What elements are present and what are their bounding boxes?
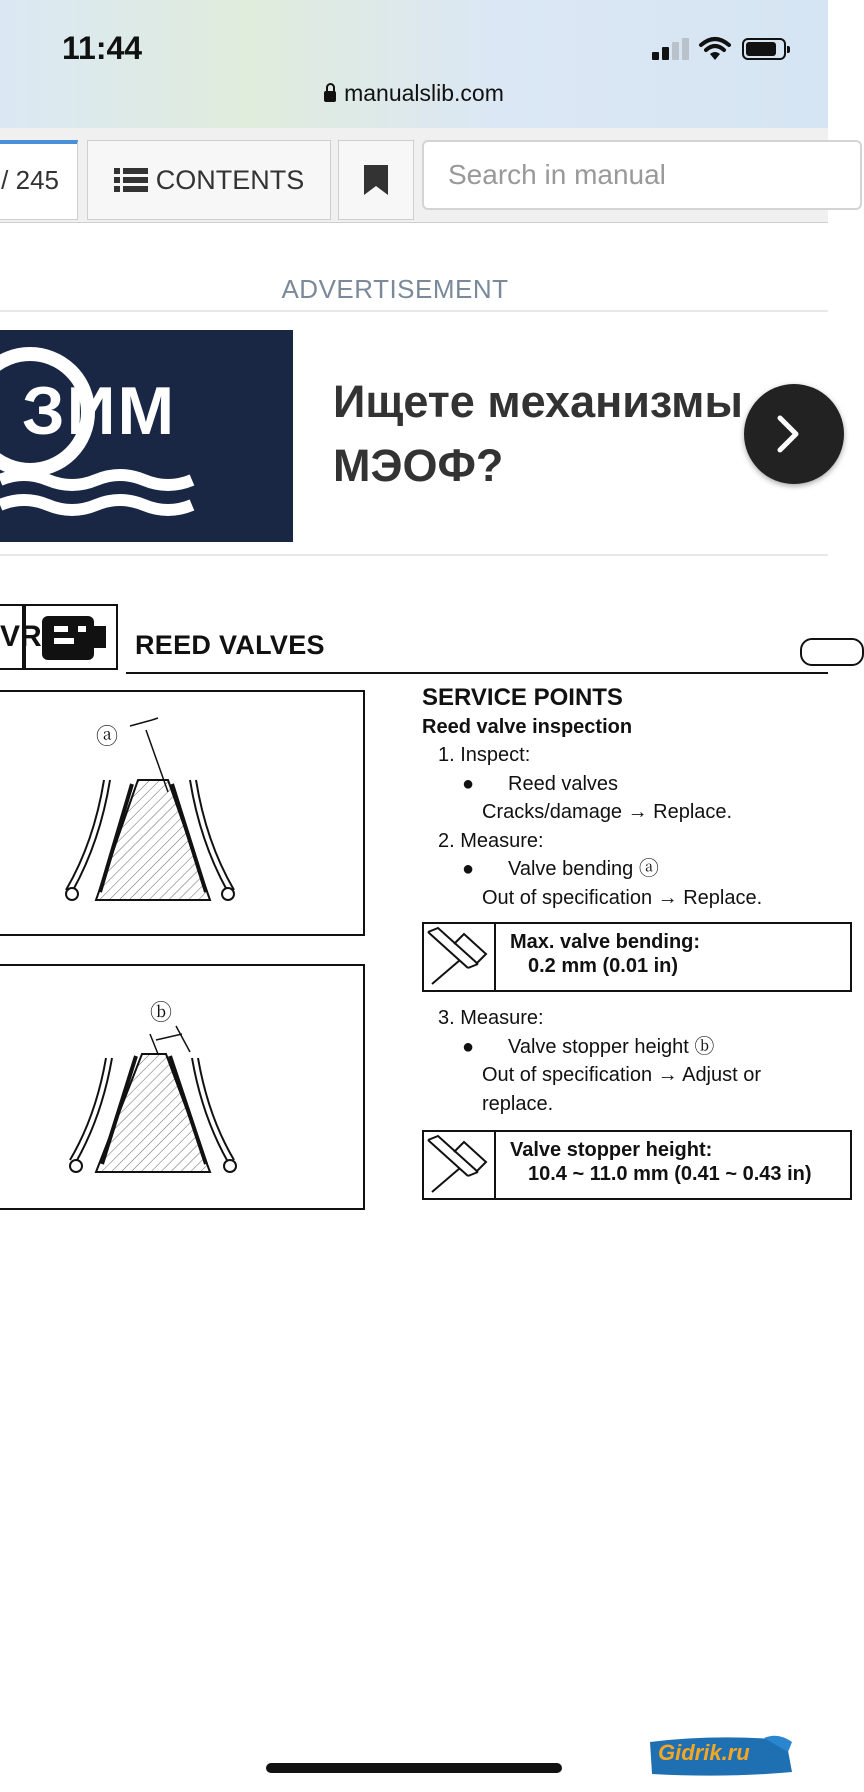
address-bar[interactable] [0,80,828,107]
step-2-item [422,855,828,884]
step-1-detail: Cracks/damage → Replace. [482,801,733,823]
inspection-subtitle: Reed valve inspection [422,715,633,738]
battery-icon [742,38,786,60]
ad-headline-line1: Ищете механизмы [333,376,743,427]
fig2-label: ⓑ [150,1000,173,1025]
section-code: VR [0,604,24,670]
engine-icon [26,606,116,668]
header-oval [800,638,864,666]
ad-divider-top [0,310,828,312]
step-2-item-text: Valve bending ⓐ [508,858,659,880]
step-3-detail-2: replace. [482,1092,554,1115]
gidrik-watermark [646,1734,796,1780]
ad-label: ADVERTISEMENT [281,274,509,304]
ad-next-button[interactable] [744,384,844,484]
page-count: / 245 [1,165,59,195]
caliper-icon [424,1132,496,1198]
bullet: ● [462,772,475,795]
lock-icon [324,91,336,102]
spec-2-text [510,1138,812,1186]
status-time: 11:44 [62,30,143,66]
home-indicator[interactable] [266,1763,562,1773]
ad-divider-bottom [0,554,828,556]
reed-valve-diagram [0,692,363,934]
spec-1-text [510,930,700,978]
section-title: REED VALVES [135,630,325,660]
service-points-heading: SERVICE POINTS [422,684,623,711]
fig1-label: ⓐ [96,724,119,749]
figure-valve-bending [0,690,365,936]
watermark-text: Gidrik.ru [658,1740,750,1765]
step-2-detail: Out of specification → Replace. [482,886,763,909]
bookmark-button[interactable] [338,140,414,220]
step-3-text [422,1004,828,1118]
bookmark-icon [364,165,388,195]
step-3: 3. Measure: [438,1007,544,1029]
url-text: manualslib.com [344,80,504,106]
cellular-signal-icon [652,38,688,60]
wifi-icon [698,36,732,62]
bullet: ● [462,1035,475,1058]
page-indicator-tab[interactable] [0,140,78,220]
bullet: ● [462,858,475,880]
status-bar [0,0,828,129]
spec-2-value: 10.4 ~ 11.0 mm (0.41 ~ 0.43 in) [528,1163,812,1185]
chevron-right-icon [776,414,802,454]
engine-icon-box [24,604,118,670]
step-3-item-text: Valve stopper height ⓑ [508,1035,715,1058]
header-rule [126,672,828,674]
step-2: 2. Measure: [438,829,544,852]
caliper-icon [424,924,496,990]
reed-valve-stopper-diagram [0,966,363,1208]
ad-headline-line2: МЭОФ? [333,440,504,491]
step-1: 1. Inspect: [438,744,531,766]
contents-label: CONTENTS [155,164,305,195]
figure-stopper-height [0,964,365,1210]
step-3-detail-1: Out of specification → Adjust or [482,1064,762,1086]
step-3-item [422,1033,828,1062]
ad-logo-text: ЗИМ [22,373,177,449]
list-icon [114,167,148,193]
manual-page [0,600,828,1220]
spec-2-title: Valve stopper height: [510,1139,713,1161]
spec-box-stopper-height [422,1130,852,1200]
spec-box-valve-bending [422,922,852,992]
spec-1-value: 0.2 mm (0.01 in) [528,955,679,977]
search-input[interactable] [422,140,862,210]
service-points-text [422,684,828,912]
spec-1-title: Max. valve bending: [510,931,701,953]
step-1-item-text: Reed valves [508,772,619,795]
manual-toolbar [0,128,828,223]
ad-logo-image[interactable] [0,330,293,542]
step-1-item [422,770,828,799]
contents-button[interactable] [87,140,331,220]
ad-headline[interactable] [333,370,743,498]
